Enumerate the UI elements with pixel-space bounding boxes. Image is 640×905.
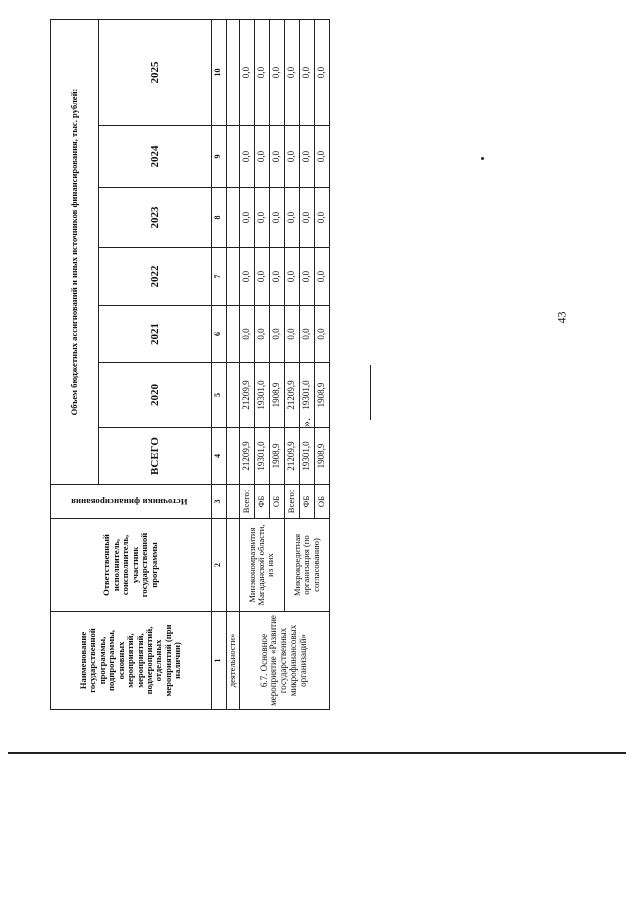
value-cell: 0,0 [239,20,254,126]
value-cell: 0,0 [284,248,299,306]
source-cell: Всего: [239,485,254,519]
value-cell: 21209,9 [284,363,299,428]
column-number: 8 [211,188,226,248]
value-cell: 0,0 [284,126,299,188]
header-funding-group: Объем бюджетных ассигнований и иных источников финансирования, тыс. рублей: [51,20,99,485]
header-year: 2020 [99,363,211,428]
value-cell: 0,0 [314,188,329,248]
closing-line [370,365,371,420]
empty-cell [226,126,239,188]
column-number: 1 [211,612,226,710]
funding-table [50,19,330,710]
source-cell: ОБ [314,485,329,519]
value-cell: 0,0 [239,248,254,306]
value-cell: 1908,9 [269,363,284,428]
value-cell: 21209,9 [284,428,299,485]
executor-name: Микрокредитная организация (по согласованию) [284,519,329,612]
value-cell: 0,0 [269,20,284,126]
value-cell: 19301,0 [299,428,314,485]
column-number: 2 [211,519,226,612]
empty-cell [226,188,239,248]
measure-name: 6.7. Основное мероприятие «Развитие государственных микрофинансовых организаций» [239,612,329,710]
value-cell: 19301,0 [254,428,269,485]
header-total: ВСЕГО [99,428,211,485]
value-cell: 21209,9 [239,363,254,428]
value-cell: 0,0 [269,126,284,188]
continuation-text: деятельности» [226,612,239,710]
source-cell: ФБ [254,485,269,519]
value-cell: 0,0 [254,248,269,306]
value-cell: 0,0 [299,306,314,363]
value-cell: 0,0 [254,188,269,248]
value-cell: 1908,9 [314,363,329,428]
value-cell: 19301,0 [299,363,314,428]
source-cell: ОБ [269,485,284,519]
value-cell: 0,0 [314,126,329,188]
closing-quote: ». [299,418,313,427]
value-cell: 0,0 [254,126,269,188]
header-funding-source: Источники финансирования [71,497,188,508]
rotated-table-area [50,20,330,710]
empty-cell [226,306,239,363]
empty-cell [226,363,239,428]
value-cell: 0,0 [299,188,314,248]
value-cell: 0,0 [314,20,329,126]
header-year: 2022 [99,248,211,306]
column-number: 4 [211,428,226,485]
value-cell: 0,0 [299,248,314,306]
column-number: 7 [211,248,226,306]
empty-cell [226,485,239,519]
value-cell: 0,0 [254,20,269,126]
value-cell: 0,0 [284,306,299,363]
value-cell: 0,0 [314,248,329,306]
value-cell: 1908,9 [269,428,284,485]
empty-cell [226,428,239,485]
source-cell: ФБ [299,485,314,519]
value-cell: 0,0 [269,306,284,363]
value-cell: 0,0 [299,126,314,188]
scan-speck [481,157,484,160]
value-cell: 0,0 [269,188,284,248]
value-cell: 0,0 [254,306,269,363]
value-cell: 0,0 [239,126,254,188]
value-cell: 0,0 [284,20,299,126]
header-executor: Ответственный исполнитель, соисполнитель, участник государственной программы [51,519,212,612]
empty-cell [226,248,239,306]
value-cell: 19301,0 [254,363,269,428]
value-cell: 21209,9 [239,428,254,485]
empty-cell [226,519,239,612]
header-program-name: Наименование государственной программы, подпрограммы, основных мероприятий, мероприятий, подмероприятий, отдельных мероприятий (при наличии) [51,612,212,710]
value-cell: 1908,9 [314,428,329,485]
page-divider-line [8,752,626,754]
column-number: 5 [211,363,226,428]
column-number: 6 [211,306,226,363]
page-number: 43 [554,311,569,324]
header-year: 2023 [99,188,211,248]
column-number: 9 [211,126,226,188]
header-year: 2024 [99,126,211,188]
column-number: 3 [211,485,226,519]
header-year: 2025 [99,20,211,126]
executor-name: Минэкономразвития Магаданской области, из них [239,519,284,612]
value-cell: 0,0 [269,248,284,306]
value-cell: 0,0 [284,188,299,248]
value-cell: 0,0 [239,188,254,248]
value-cell: 0,0 [299,20,314,126]
empty-cell [226,20,239,126]
source-cell: Всего: [284,485,299,519]
column-number: 10 [211,20,226,126]
value-cell: 0,0 [314,306,329,363]
header-year: 2021 [99,306,211,363]
header-funding-source-cell [51,485,212,519]
value-cell: 0,0 [239,306,254,363]
